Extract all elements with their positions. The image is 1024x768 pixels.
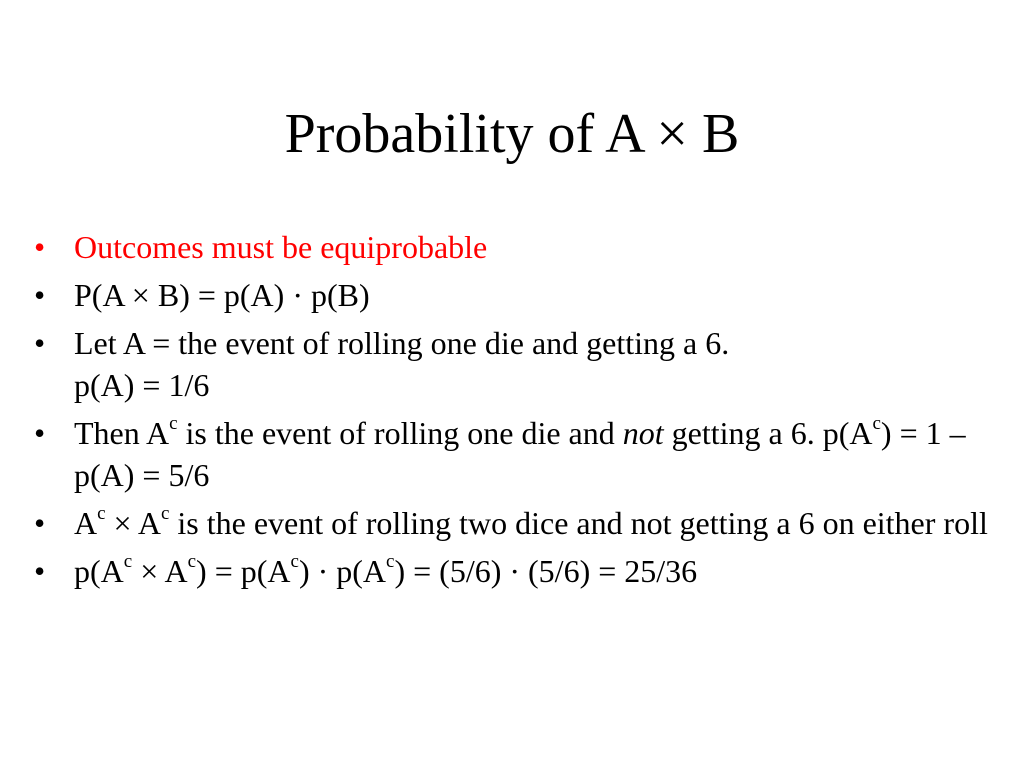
- bullet-text: p(A: [74, 553, 124, 589]
- superscript-c: c: [97, 503, 106, 525]
- superscript-c: c: [386, 551, 395, 573]
- bullet-text: Let A = the event of rolling one die and getting a 6.: [74, 325, 730, 361]
- bullet-dot-icon: •: [34, 505, 46, 541]
- bullet-text: Then A: [74, 415, 170, 451]
- bullet-text: ) = p(A: [196, 553, 291, 589]
- superscript-c: c: [290, 551, 299, 573]
- superscript-c: c: [160, 503, 170, 525]
- bullet-text: is the event of rolling one die and: [177, 415, 623, 451]
- bullet-text: ) · p(A: [298, 553, 387, 589]
- superscript-c: c: [169, 413, 178, 435]
- bullet-item-product-rule: [30, 274, 990, 316]
- bullet-text: × A: [132, 553, 188, 589]
- slide-title: Probability of A × B: [284, 103, 740, 165]
- bullet-dot-icon: •: [34, 229, 46, 265]
- bullet-dot-icon: •: [34, 325, 46, 361]
- bullet-item-equiprobable: [30, 226, 990, 268]
- bullet-text: is the event of rolling two dice and not getting a 6 on either roll: [169, 505, 988, 541]
- bullet-text: ) = (5/6) · (5/6) = 25/36: [394, 553, 698, 589]
- bullet-text: A: [74, 505, 98, 541]
- superscript-c: c: [187, 551, 197, 573]
- bullet-item-complement: [30, 412, 990, 496]
- bullet-dot-icon: •: [34, 415, 46, 451]
- bullet-item-result: [30, 550, 990, 592]
- bullet-item-two-dice: [30, 502, 990, 544]
- emphasis-not: not: [622, 415, 664, 451]
- bullet-list: [30, 226, 990, 598]
- bullet-text: getting a 6. p(A: [663, 415, 873, 451]
- bullet-text: ) = 1 – p(A) = 5/6: [74, 415, 966, 493]
- superscript-c: c: [872, 413, 881, 435]
- superscript-c: c: [123, 551, 133, 573]
- bullet-text: P(A × B) = p(A) · p(B): [74, 277, 370, 313]
- bullet-item-event-a: [30, 322, 990, 406]
- bullet-dot-icon: •: [34, 553, 46, 589]
- bullet-text: × A: [105, 505, 161, 541]
- bullet-dot-icon: •: [34, 277, 46, 313]
- bullet-text-probability: p(A) = 1/6: [74, 367, 210, 403]
- bullet-text: Outcomes must be equiprobable: [74, 229, 488, 265]
